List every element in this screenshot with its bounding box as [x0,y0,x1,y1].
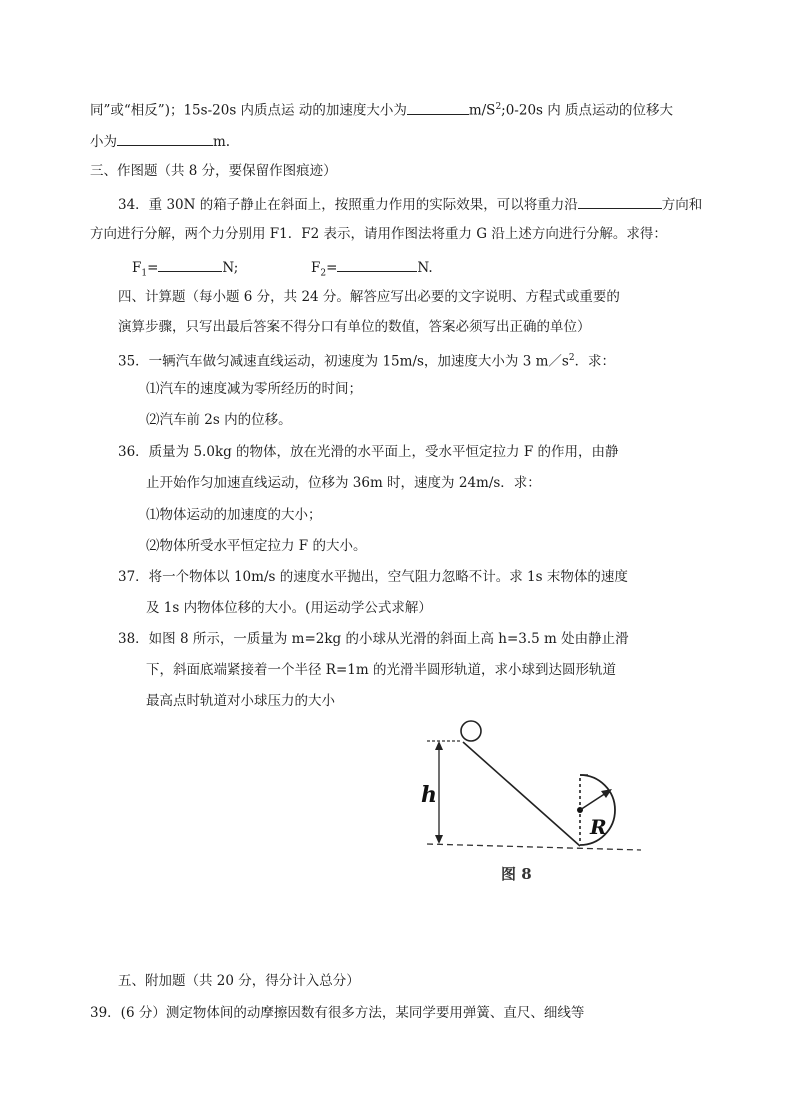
q38-line-2: 下，斜面底端紧接着一个半径 R=1m 的光滑半圆形轨道，求小球到达圆形轨道 [146,662,616,678]
section-4-heading: 四、计算题（每小题 6 分，共 24 分。解答应写出必要的文字说明、方程式或重要的 [118,289,620,305]
section-4-heading-2: 演算步骤，只写出最后答案不得分口有单位的数值，答案必须写出正确的单位） [118,319,591,335]
q38-line-1: 38．如图 8 所示，一质量为 m=2kg 的小球从光滑的斜面上高 h=3.5 m 处由静止滑 [118,631,629,647]
q33-line-2: 小为 m. [90,131,230,151]
q38-line-3: 最高点时轨道对小球压力的大小 [146,693,335,709]
q35-stem: 35．一辆汽车做匀减速直线运动，初速度为 15m/s，加速度大小为 3 $m/s^2$．求： [118,353,616,370]
q33-line-1: 同”或“相反”)；15s-20s 内质点运 动的加速度大小为 $m/S^2;0-20s$ 内 质点运动的位移大 [90,98,673,120]
section-3-heading: 三、作图题（共 8 分，要保留作图痕迹） [90,163,337,179]
q39-line-1: 39．(6 分）测定物体间的动摩擦因数有很多方法，某同学要用弹簧、直尺、细线等 [90,1005,585,1021]
q35-part-2: ⑵汽车前 2s 内的位移。 [146,412,292,428]
r-label: R [590,815,607,839]
f1-blank[interactable] [158,257,222,272]
f2-blank[interactable] [337,257,417,272]
q37-line-2: 及 1s 内物体位移的大小。(用运动学公式求解） [146,600,432,616]
q35-part-1: ⑴汽车的速度减为零所经历的时间； [146,381,362,397]
incline-line [463,742,580,846]
ball [461,721,481,741]
q34-line-2: 方向进行分解，两个力分别用 F1．F2 表示，请用作图法将重力 G 沿上述方向进行分解。求得： [90,226,667,242]
q36-line-2: 止开始作匀加速直线运动，位移为 36m 时，速度为 24m/s．求： [146,475,541,491]
q36-part-1: ⑴物体运动的加速度的大小； [146,507,322,523]
section-5-heading: 五、附加题（共 20 分，得分计入总分） [118,973,360,989]
q36-line-1: 36．质量为 5.0kg 的物体，放在光滑的水平面上，受水平恒定拉力 F 的作用，由静 [118,444,619,460]
answer-blank[interactable] [578,194,662,209]
figure-caption: 图 8 [501,865,532,883]
q34-line-1: 34．重 30N 的箱子静止在斜面上，按照重力作用的实际效果，可以将重力沿 方向和 [118,194,702,214]
q37-line-1: 37．将一个物体以 10m/s 的速度水平抛出，空气阻力忽略不计。求 1s 末物体的速度 [118,569,628,585]
f2-answer: $F_2= N$. [311,257,433,283]
answer-blank[interactable] [407,100,469,115]
height-arrow-head-up [435,741,443,750]
radius-arrow [580,793,606,810]
ground-line [427,844,641,850]
height-arrow-head-down [435,835,443,844]
h-label: h [421,782,437,808]
f1-answer: $F_1= N$; [132,257,238,283]
q36-part-2: ⑵物体所受水平恒定拉力 F 的大小。 [146,538,367,554]
answer-blank[interactable] [117,131,213,146]
figure-8-diagram [415,710,655,890]
